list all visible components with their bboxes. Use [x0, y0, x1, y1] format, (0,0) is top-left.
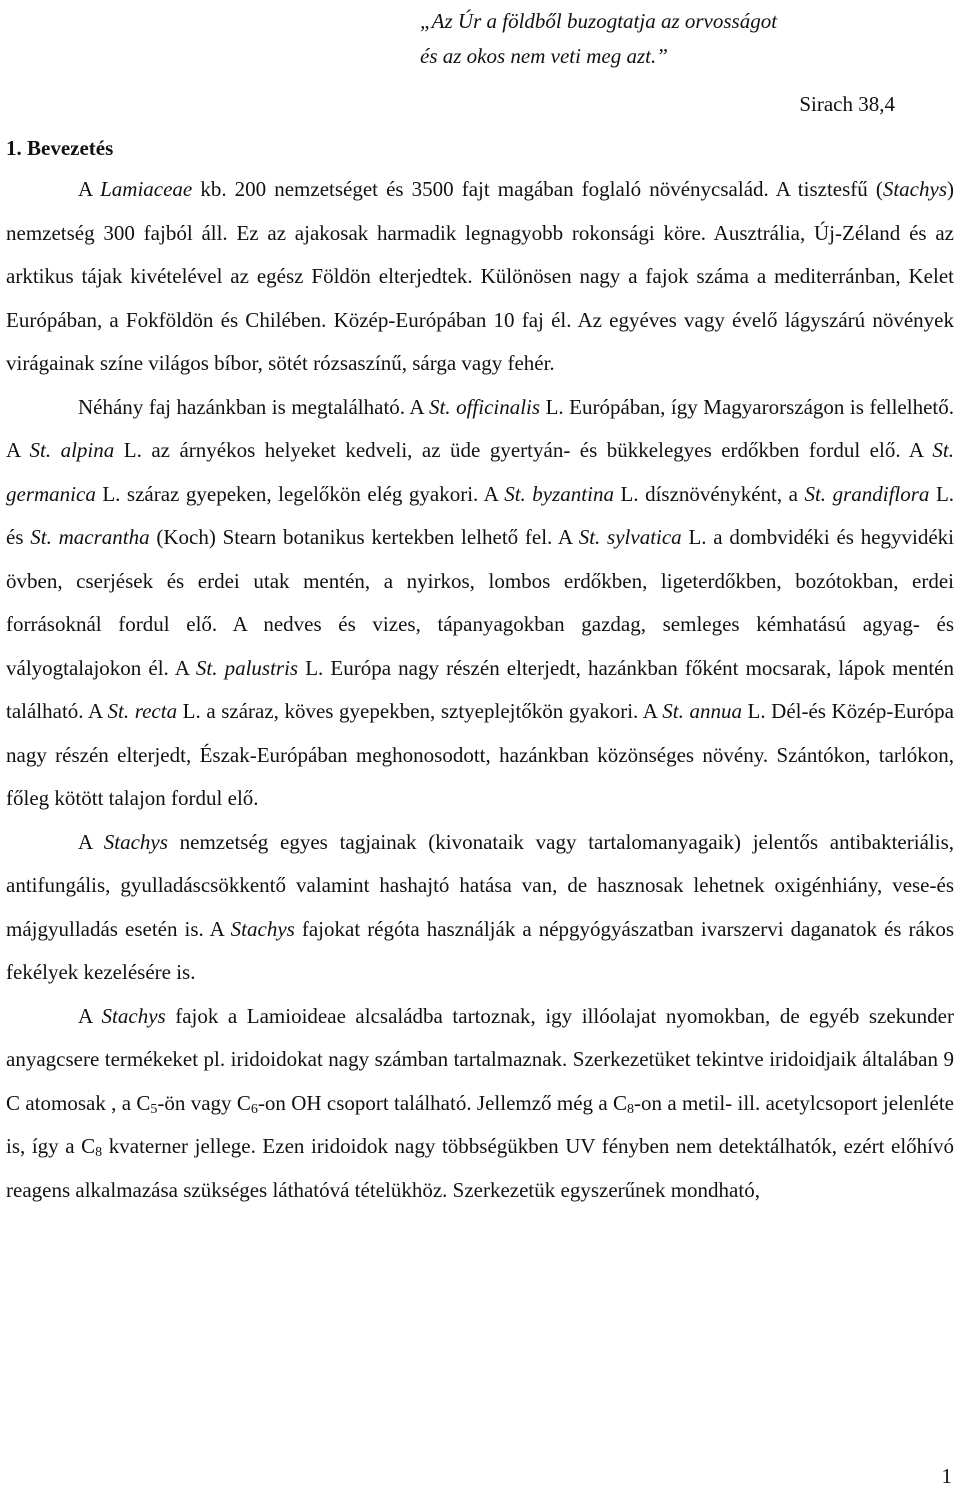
motto-line-2: és az okos nem veti meg azt.” — [420, 44, 668, 68]
body-text — [6, 168, 954, 1212]
paragraph-intro: A Lamiaceae kb. 200 nemzetséget és 3500 fajt magában foglaló növénycsalád. A tisztesfű (Stachys) nemzetség 300 fajból áll. Ez az ajakosak harmadik legnagyobb rokonsági köre. Ausztrália, Új-Zéland és az arktikus tájak kivételével az egész Földön elterjedtek. Különösen nagy a fajok száma a mediterránban, Kelet Európában, a Fokföldön és Chilében. Közép-Európában 10 faj él. Az egyéves vagy évelő lágyszárú növények virágainak színe világos bíbor, sötét rózsaszínű, sárga vagy fehér. — [6, 177, 954, 375]
paragraph-species: Néhány faj hazánkban is megtalálható. A St. officinalis L. Európában, így Magyarországon is fellelhető. A St. alpina L. az árnyékos helyeket kedveli, az üde gyertyán- és bükkelegyes erdőkben fordul elő. A St. germanica L. száraz gyepeken, legelőkön elég gyakori. A St. byzantina L. dísznövényként, a St. grandiflora L. és St. macrantha (Koch) Stearn botanikus kertekben lelhető fel. A St. sylvatica L. a dombvidéki és hegyvidéki övben, cserjések és erdei utak mentén, a nyirkos, lombos erdőkben, ligeterdőkben, bozótokban, erdei forrásoknál fordul elő. A nedves és vizes, tápanyagokban gazdag, semleges kémhatású agyag- és vályogtalajokon él. A St. palustris L. Európa nagy részén elterjedt, hazánkban főként mocsarak, lápok mentén található. A St. recta L. a száraz, köves gyepekben, sztyeplejtőkön gyakori. A St. annua L. Dél-és Közép-Európa nagy részén elterjedt, Észak-Európában meghonosodott, hazánkban közönséges növény. Szántókon, tarlókon, főleg kötött talajon fordul elő. — [6, 394, 955, 810]
page-number: 1 — [941, 1464, 952, 1488]
motto-quote — [420, 4, 940, 74]
paragraph-effects: A Stachys nemzetség egyes tagjainak (kivonataik vagy tartalomanyagaik) jelentős antibakteriális, antifungális, gyulladáscsökkentő valamint hashajtó hatása van, de hasznosak lehetnek oxigénhiány, vese-és májgyulladás esetén is. A Stachys fajokat régóta használják a népgyógyászatban ivarszervi daganatok és rákos fekélyek kezelésére is. — [6, 829, 954, 984]
paragraph-iridoids: A Stachys fajok a Lamioideae alcsaládba tartoznak, igy illóolajat nyomokban, de egyéb szekunder anyagcsere termékeket pl. iridoidokat nagy számban tartalmaznak. Szerkezetüket tekintve iridoidjaik általában 9 C atomosak , a $C_5-ön$ vagy $C_6-on$ OH csoport található. Jellemző még a $C_8-on$ a metil- ill. acetylcsoport jelenléte is, így a $C_8$ kvaterner jellege. Ezen iridoidok nagy többségükben UV fényben nem detektálhatók, ezért előhívó reagens alkalmazása szükséges láthatóvá tételükhöz. Szerkezetük egyszerűnek mondható, — [6, 1003, 954, 1202]
motto-citation: Sirach 38,4 — [799, 92, 895, 116]
motto-line-1: „Az Úr a földből buzogtatja az orvosságot — [420, 9, 778, 33]
section-heading: 1. Bevezetés — [6, 136, 114, 160]
